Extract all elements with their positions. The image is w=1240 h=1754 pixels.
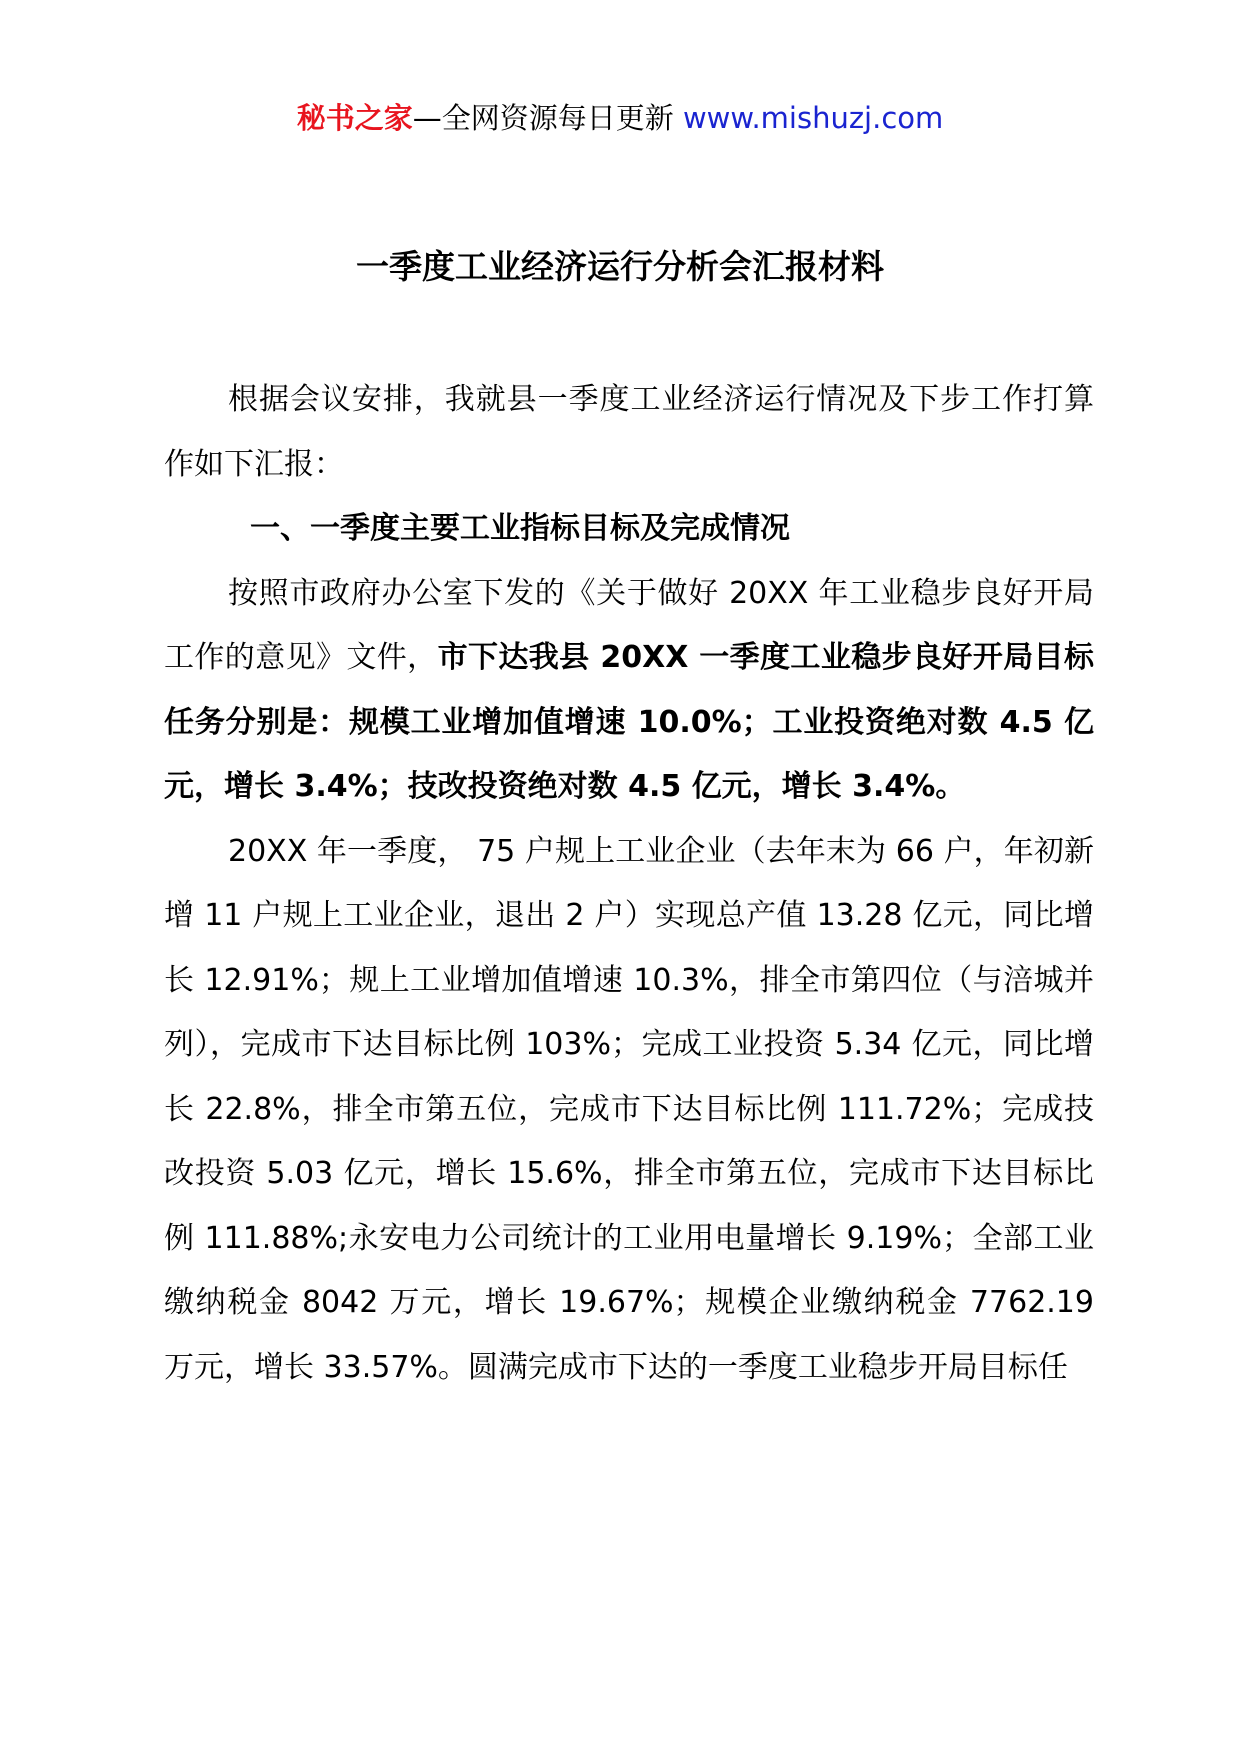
site-header [0,98,1240,138]
intro-paragraph: 根据会议安排，我就县一季度工业经济运行情况及下步工作打算作如下汇报： [164,382,1094,482]
brand-name: 秘书之家 [296,101,413,135]
site-url: www.mishuzj.com [682,101,944,135]
targets-text: 按照市政府办公室下发的《关于做好 20XX 年工业稳步良好开局工作的意见》文件， [164,575,1094,675]
results-paragraph: 20XX 年一季度， 75 户规上工业企业（去年末为 66 户，年初新增 11 户规上工业企业，退出 2 户）实现总产值 13.28 亿元，同比增长 12.91%；规上工业增加值增速 10.3%，排全市第四位（与涪城并列），完成市下达目标比例 103%；完成工业投资 5.34 亿元，同比增长 22.8%，排全市第五位，完成市下达目标比例 111.72%；完成技改投资 5.03 亿元，增长 15.6%，排全市第五位，完成市下达目标比例 111.88%;永安电力公司统计的工业用电量增长 9.19%；全部工业缴纳税金 8042 万元，增长 19.67%；规模企业缴纳税金 7762.19 万元，增长 33.57%。圆满完成市下达的一季度工业稳步开局目标任 [164,833,1094,1385]
targets-bold-text: 市下达我县 20XX 一季度工业稳步良好开局目标任务分别是：规模工业增加值增速 10.0%；工业投资绝对数 4.5 亿元，增长 3.4%；技改投资绝对数 4.5 亿元，增长 3.4%。 [164,640,1095,804]
header-slogan: —全网资源每日更新 [412,101,683,135]
section-heading: 一、一季度主要工业指标目标及完成情况 [250,511,790,546]
document-title: 一季度工业经济运行分析会汇报材料 [356,247,884,286]
targets-paragraph [164,562,1094,820]
document-body [164,368,1094,1400]
